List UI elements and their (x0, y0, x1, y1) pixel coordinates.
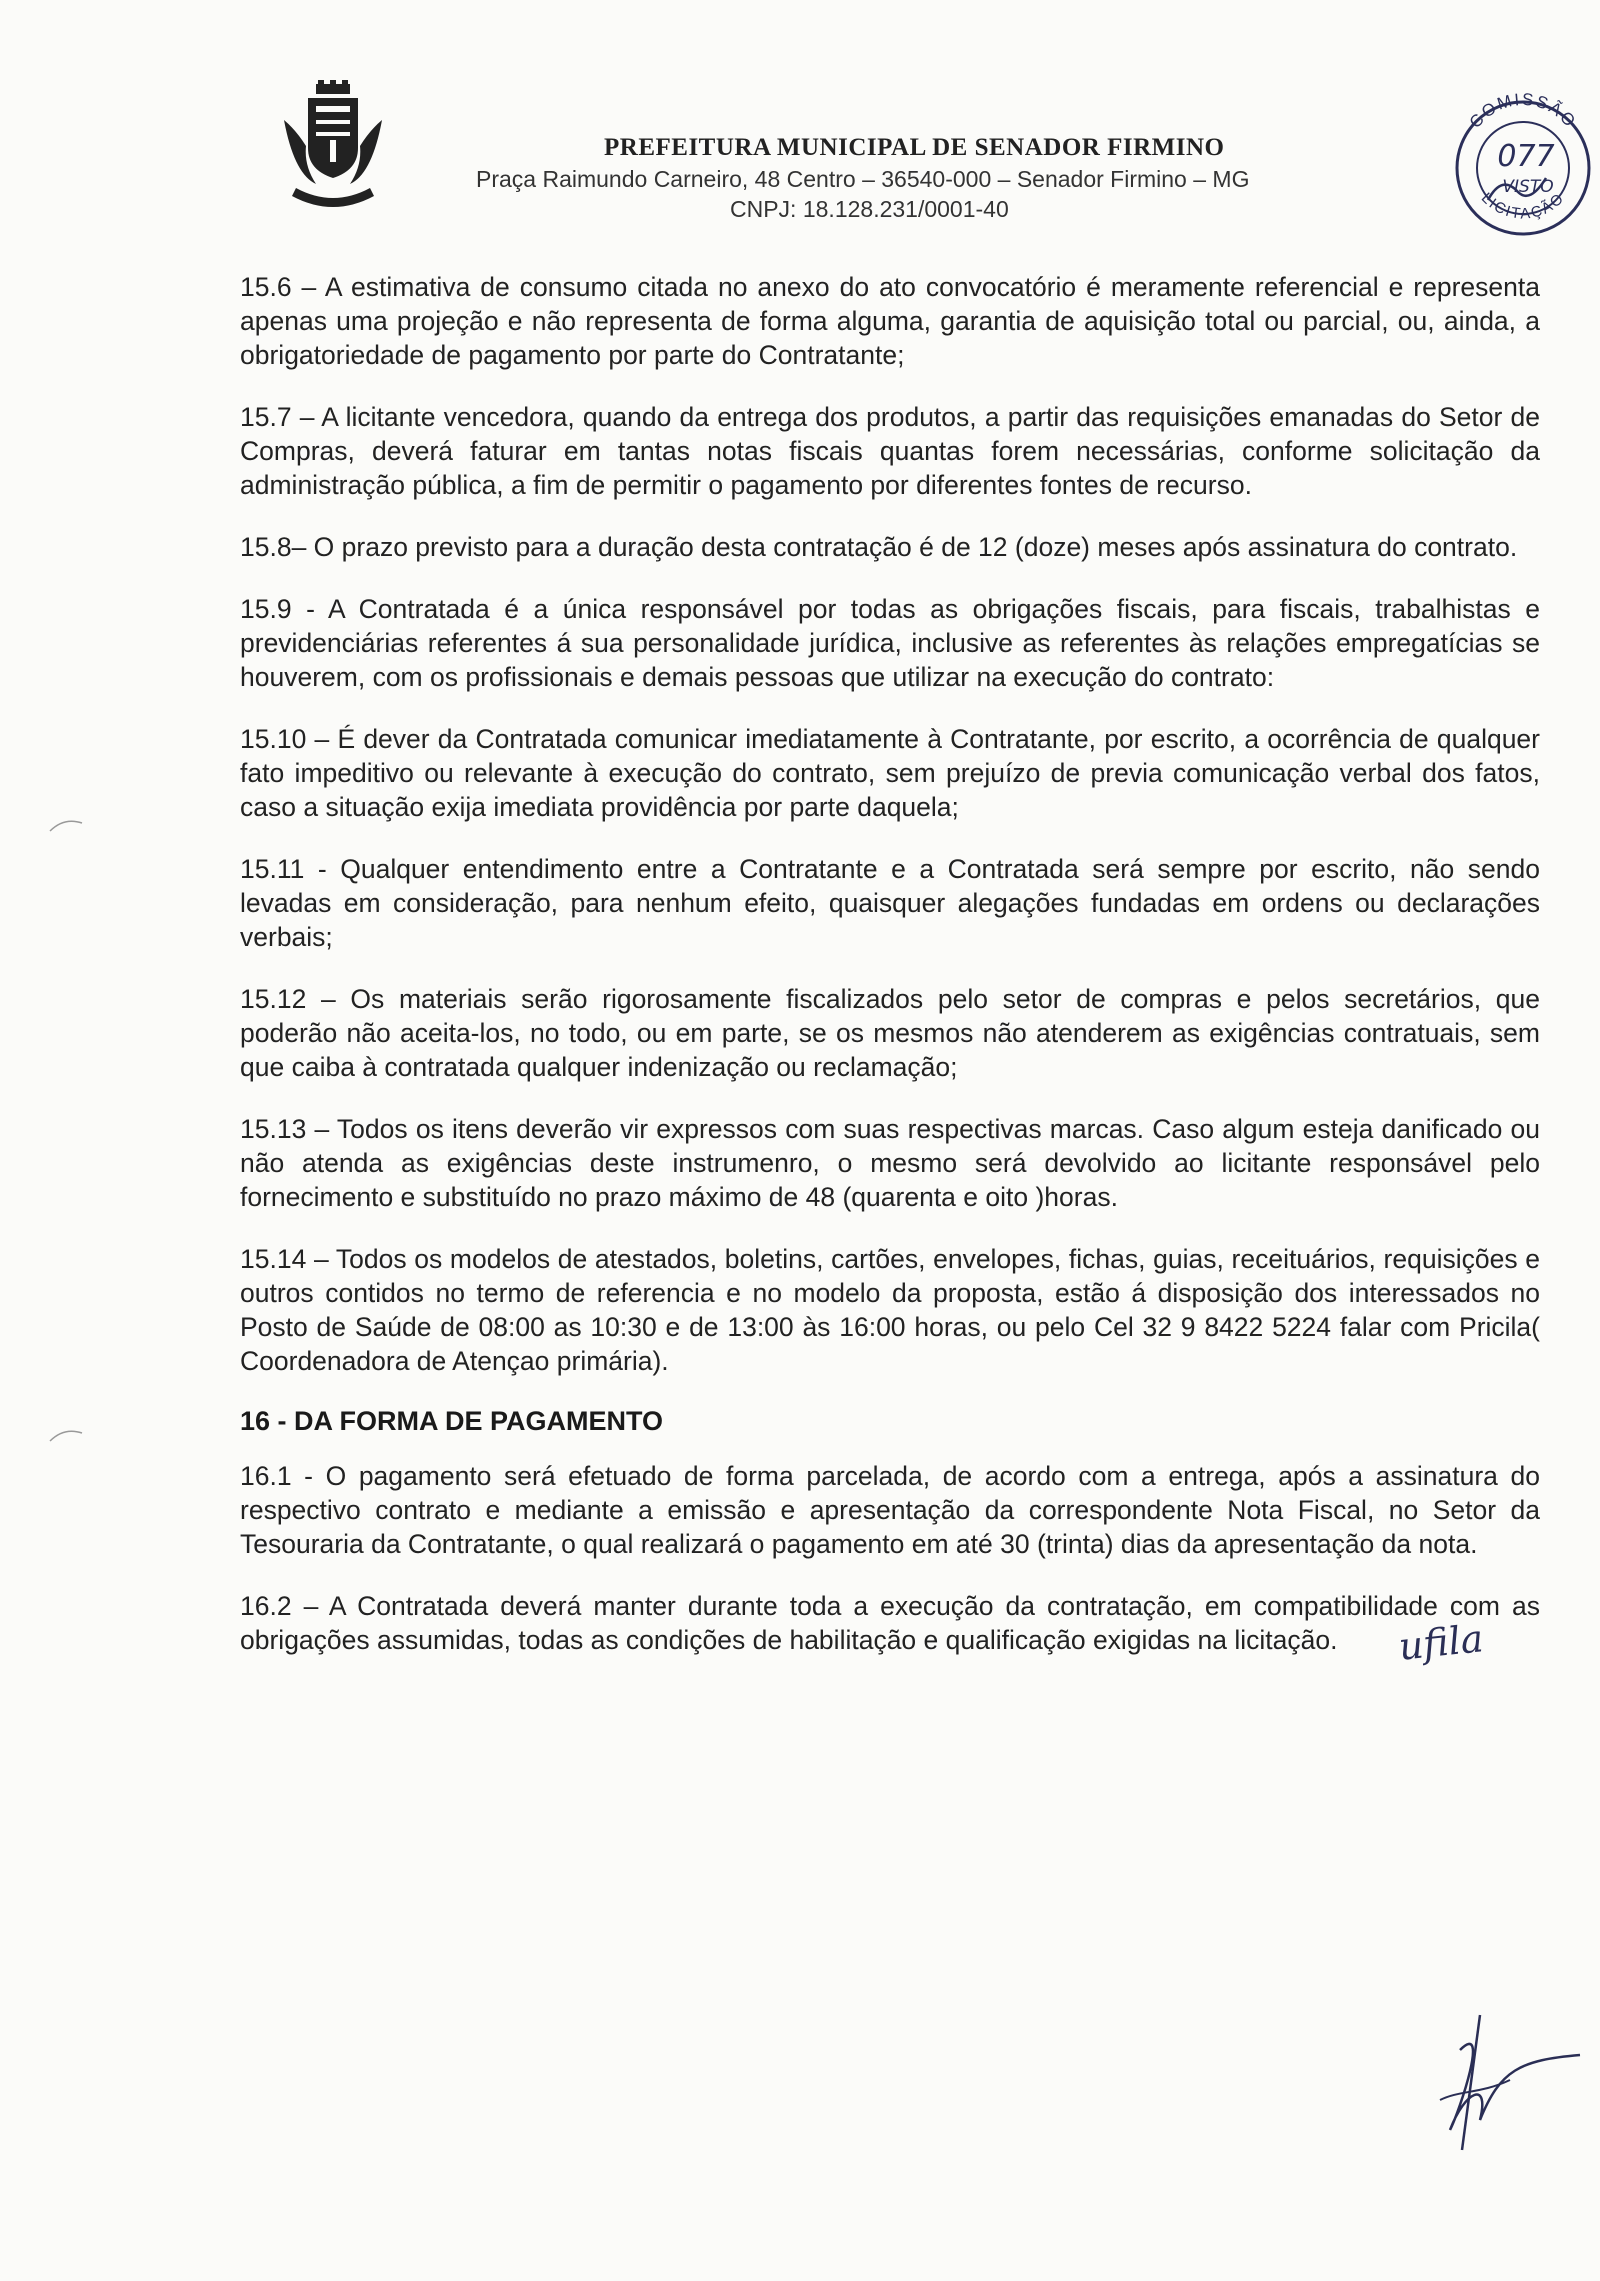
contract-clauses (240, 270, 1540, 1685)
clause-15-10: 15.10 – É dever da Contratada comunicar imediatamente à Contratante, por escrito, a ocorrência de qualquer fato impeditivo ou relevante à execução do contrato, sem prejuízo de previa comunicação verbal dos fatos, caso a situação exija imediata providência por parte daquela; (240, 724, 1540, 822)
clause-15-8: 15.8– O prazo previsto para a duração desta contratação é de 12 (doze) meses após assinatura do contrato. (240, 532, 1518, 562)
municipal-coat-of-arms-icon (278, 80, 388, 210)
handwritten-initials (1395, 1605, 1545, 1685)
clause-15-12: 15.12 – Os materiais serão rigorosamente fiscalizados pelo setor de compras e pelos secretários, que poderão não aceita-los, no todo, ou em parte, se os mesmos não atenderem as exigências contratuais, sem que caiba à contratada qualquer indenização ou reclamação; (240, 984, 1540, 1082)
clause-15-7: 15.7 – A licitante vencedora, quando da entrega dos produtos, a partir das requisições emanadas do Setor de Compras, deverá faturar em tantas notas fiscais quantas forem necessárias, conforme solicitação da administração pública, a fim de permitir o pagamento por diferentes fontes de recurso. (240, 402, 1540, 500)
municipality-address: Praça Raimundo Carneiro, 48 Centro – 36540-000 – Senador Firmino – MG (476, 166, 1250, 192)
clause-15-14: 15.14 – Todos os modelos de atestados, boletins, cartões, envelopes, fichas, guias, receituários, requisições e outros contidos no termo de referencia e no modelo da proposta, estão á disposição dos interessados no Posto de Saúde de 08:00 as 10:30 e de 13:00 às 16:00 horas, ou pelo Cel 32 9 8422 5224 falar com Pricila( Coordenadora de Atençao primária). (240, 1244, 1540, 1376)
margin-mark-icon (46, 815, 86, 835)
letterhead (0, 60, 1600, 223)
municipality-cnpj: CNPJ: 18.128.231/0001-40 (730, 196, 1009, 222)
clause-15-9: 15.9 - A Contratada é a única responsável por todas as obrigações fiscais, para fiscais, trabalhistas e previdenciárias referentes á sua personalidade jurídica, inclusive as referentes às relações empregatícias se houverem, com os profissionais e demais pessoas que utilizar na execução do contrato: (240, 594, 1540, 692)
stamp-word: VISTO (1502, 177, 1554, 197)
clause-16-1: 16.1 - O pagamento será efetuado de forma parcelada, de acordo com a entrega, após a assinatura do respectivo contrato e mediante a emissão e apresentação da correspondente Nota Fiscal, no Setor da Tesouraria da Contratante, o qual realizará o pagamento em até 30 (trinta) dias da apresentação da nota. (240, 1461, 1540, 1559)
clause-15-6: 15.6 – A estimativa de consumo citada no anexo do ato convocatório é meramente referencial e representa apenas uma projeção e não representa de forma alguma, garantia de aquisição total ou parcial, ou, ainda, a obrigatoriedade de pagamento por parte do Contratante; (240, 272, 1540, 370)
section-16-title: 16 - DA FORMA DE PAGAMENTO (240, 1406, 664, 1436)
municipality-name: PREFEITURA MUNICIPAL DE SENADOR FIRMINO (604, 134, 1225, 161)
clause-16-2: 16.2 – A Contratada deverá manter durante toda a execução da contratação, em compatibilidade com as obrigações assumidas, todas as condições de habilitação e qualificação exigidas na licitação. (240, 1591, 1540, 1655)
stamp-ring-bottom-text: LICITAÇÃO (1477, 189, 1569, 223)
clause-15-11: 15.11 - Qualquer entendimento entre a Contratante e a Contratada será sempre por escrito, não sendo levadas em consideração, para nenhum efeito, quaisquer alegações fundadas em ordens ou declarações verbais; (240, 854, 1540, 952)
initials-text: ufila (1396, 1616, 1486, 1669)
stamp-number: 077 (1497, 139, 1555, 174)
stamp-ring-top-text: COMISSÃO (1465, 89, 1581, 132)
svg-text:COMISSÃO (1466, 90, 1581, 132)
handwritten-signature (1420, 2010, 1590, 2160)
clause-15-13: 15.13 – Todos os itens deverão vir expressos com suas respectivas marcas. Caso algum esteja danificado ou não atenda as exigências deste instrumenro, o mesmo será devolvido ao licitante responsável pelo fornecimento e substituído no prazo máximo de 48 (quarenta e oito )horas. (240, 1114, 1540, 1212)
margin-mark-icon (46, 1425, 86, 1445)
commission-stamp (1448, 82, 1598, 252)
